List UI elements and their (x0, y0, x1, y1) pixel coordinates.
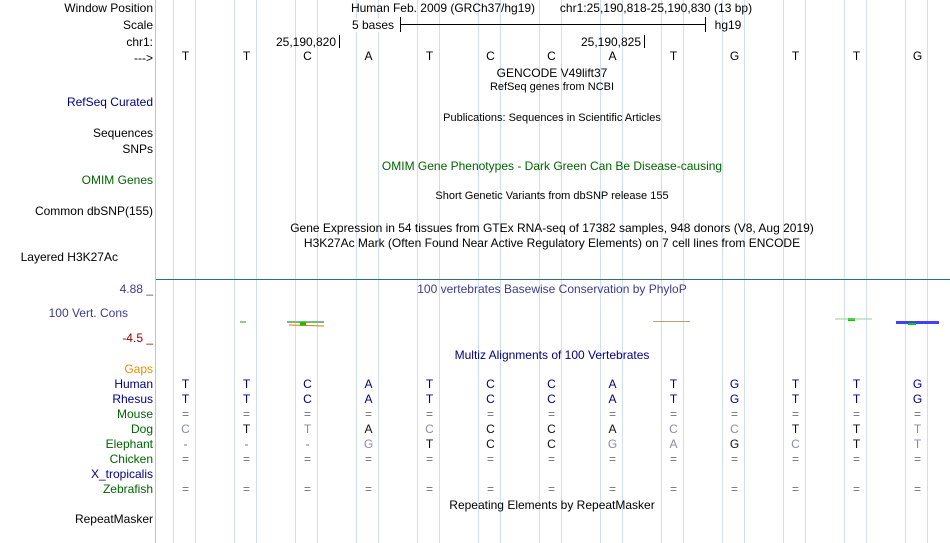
alignment-base: T (425, 377, 434, 391)
alignment-base: C (486, 392, 495, 406)
position-text: chr1:25,190,818-25,190,830 (13 bp) (559, 1, 753, 15)
ruler-base: T (181, 49, 190, 63)
ruler-base: G (912, 49, 923, 63)
alignment-base: C (303, 392, 312, 406)
track-label-conservation[interactable]: 100 Vert. Cons (48, 306, 128, 320)
species-label[interactable]: Rhesus (112, 392, 153, 406)
alignment-base: C (547, 422, 556, 436)
track-title-multiz: Multiz Alignments of 100 Vertebrates (454, 348, 650, 362)
ruler-base: T (425, 49, 434, 63)
alignment-base: G (729, 377, 740, 391)
alignment-base: T (791, 377, 800, 391)
alignment-base: T (669, 392, 678, 406)
alignment-base: = (791, 407, 799, 421)
ruler-base: T (791, 49, 800, 63)
scale-bar (400, 17, 706, 32)
alignment-base: - (305, 437, 310, 451)
track-title-rmsk: Repeating Elements by RepeatMasker (449, 498, 655, 512)
alignment-base: T (242, 392, 251, 406)
scale-text: 5 bases (351, 18, 395, 32)
alignment-base: = (791, 482, 799, 496)
alignment-base: = (791, 452, 799, 466)
ruler-base: A (364, 49, 373, 63)
alignment-base: T (242, 422, 251, 436)
alignment-base: = (608, 452, 616, 466)
alignment-base: = (608, 482, 616, 496)
alignment-base: A (669, 437, 678, 451)
alignment-base: T (791, 392, 800, 406)
alignment-base: = (181, 452, 189, 466)
chrom-label: chr1: (126, 35, 153, 49)
track-title-pubs: Publications: Sequences in Scientific Articles (443, 112, 661, 124)
alignment-base: = (852, 482, 860, 496)
alignment-base: C (547, 437, 556, 451)
alignment-base: = (181, 482, 189, 496)
scale-label: Scale (122, 18, 153, 32)
conservation-min-label: -4.5 _ (122, 331, 153, 345)
species-label[interactable]: X_tropicalis (90, 467, 153, 481)
alignment-base: T (852, 437, 861, 451)
alignment-base: C (486, 377, 495, 391)
alignment-base: A (364, 422, 373, 436)
alignment-base: = (730, 452, 738, 466)
alignment-base: = (364, 452, 372, 466)
alignment-base: A (608, 377, 617, 391)
alignment-base: = (303, 407, 311, 421)
alignment-base: T (913, 422, 922, 436)
species-label[interactable]: Chicken (109, 452, 153, 466)
track-label-refseq[interactable]: RefSeq Curated (66, 95, 153, 109)
track-label-h3k27ac[interactable]: Layered H3K27Ac (20, 250, 118, 264)
coord-label-2: 25,190,825 (580, 35, 642, 49)
alignment-base: C (669, 422, 678, 436)
alignment-base: T (852, 422, 861, 436)
alignment-base: = (486, 482, 494, 496)
species-label[interactable]: Human (114, 377, 153, 391)
alignment-base: C (791, 437, 800, 451)
ruler-base: T (242, 49, 251, 63)
alignment-base: T (852, 377, 861, 391)
track-title-refseq: RefSeq genes from NCBI (489, 81, 615, 93)
alignment-base: = (181, 407, 189, 421)
alignment-base: = (852, 452, 860, 466)
assembly-text: Human Feb. 2009 (GRCh37/hg19) (350, 1, 536, 15)
alignment-base: T (913, 437, 922, 451)
conservation-max-label: 4.88 _ (119, 282, 153, 296)
alignment-base: T (303, 422, 312, 436)
coord-label-1: 25,190,820 (275, 35, 337, 49)
alignment-base: = (425, 452, 433, 466)
alignment-base: T (425, 437, 434, 451)
species-label[interactable]: Dog (130, 422, 153, 436)
alignment-base: C (547, 377, 556, 391)
track-label-omim[interactable]: OMIM Genes (81, 173, 153, 187)
alignment-base: = (547, 407, 555, 421)
species-label[interactable]: Zebrafish (102, 482, 153, 496)
alignment-base: = (547, 482, 555, 496)
alignment-base: = (913, 482, 921, 496)
alignment-base: = (242, 452, 250, 466)
alignment-base: = (852, 407, 860, 421)
species-label[interactable]: Elephant (105, 437, 153, 451)
track-title-phylop: 100 vertebrates Basewise Conservation by PhyloP (417, 282, 687, 296)
alignment-base: T (242, 377, 251, 391)
alignment-base: G (912, 377, 923, 391)
db-text: hg19 (714, 18, 742, 32)
alignment-base: G (363, 437, 374, 451)
alignment-base: = (730, 482, 738, 496)
track-title-omim: OMIM Gene Phenotypes - Dark Green Can Be Disease-causing (381, 159, 723, 173)
window-position-label: Window Position (64, 1, 153, 15)
alignment-base: A (364, 377, 373, 391)
ruler-base: T (669, 49, 678, 63)
alignment-base: G (912, 392, 923, 406)
alignment-base: = (730, 407, 738, 421)
track-label-snps[interactable]: SNPs (122, 142, 153, 156)
track-label-dbsnp[interactable]: Common dbSNP(155) (34, 204, 153, 218)
alignment-base: A (608, 392, 617, 406)
strand-label: ---> (134, 51, 153, 65)
ruler-base: G (729, 49, 740, 63)
alignment-base: G (607, 437, 618, 451)
alignment-base: = (425, 482, 433, 496)
alignment-base: C (425, 422, 434, 436)
alignment-base: = (913, 407, 921, 421)
conservation-wiggle (240, 318, 939, 326)
alignment-base: G (729, 437, 740, 451)
track-label-repeatmasker[interactable]: RepeatMasker (74, 512, 153, 526)
ruler-base: C (303, 49, 312, 63)
alignment-base: = (913, 452, 921, 466)
alignment-base: = (669, 452, 677, 466)
alignment-base: = (242, 482, 250, 496)
alignment-base: = (547, 452, 555, 466)
alignment-base: T (669, 377, 678, 391)
alignment-base: T (791, 422, 800, 436)
alignment-base: = (242, 407, 250, 421)
alignment-base: C (303, 377, 312, 391)
alignment-base: T (852, 392, 861, 406)
alignment-base: = (364, 482, 372, 496)
alignment-base: C (730, 422, 739, 436)
alignment-base: A (364, 392, 373, 406)
alignment-base: = (486, 407, 494, 421)
ruler-base: A (608, 49, 617, 63)
track-title-gtex: Gene Expression in 54 tissues from GTEx RNA-seq of 17382 samples, 948 donors (V8, Aug 2019) (290, 221, 814, 235)
alignment-base: G (729, 392, 740, 406)
track-title-h3k27ac: H3K27Ac Mark (Often Found Near Active Regulatory Elements) on 7 cell lines from ENCODE (303, 236, 801, 250)
species-label[interactable]: Mouse (116, 407, 153, 421)
track-title-dbsnp: Short Genetic Variants from dbSNP release 155 (435, 190, 669, 202)
alignment-base: C (181, 422, 190, 436)
alignment-base: - (183, 437, 188, 451)
ruler-base: C (547, 49, 556, 63)
track-title-gencode: GENCODE V49lift37 (496, 66, 608, 80)
ruler-base: T (852, 49, 861, 63)
alignment-base: T (425, 392, 434, 406)
alignment-base: = (608, 407, 616, 421)
alignment-base: - (244, 437, 249, 451)
alignment-base: = (303, 482, 311, 496)
ruler-base: C (486, 49, 495, 63)
alignment-base: = (303, 452, 311, 466)
alignment-base: = (669, 482, 677, 496)
alignment-base: C (486, 437, 495, 451)
alignment-base: T (181, 392, 190, 406)
alignment-base: C (486, 422, 495, 436)
alignment-base: C (547, 392, 556, 406)
alignment-base: = (669, 407, 677, 421)
track-label-gaps[interactable]: Gaps (124, 362, 153, 376)
alignment-base: A (608, 422, 617, 436)
alignment-base: = (425, 407, 433, 421)
alignment-base: T (181, 377, 190, 391)
alignment-base: = (364, 407, 372, 421)
alignment-base: = (486, 452, 494, 466)
track-label-sequences[interactable]: Sequences (92, 126, 153, 140)
